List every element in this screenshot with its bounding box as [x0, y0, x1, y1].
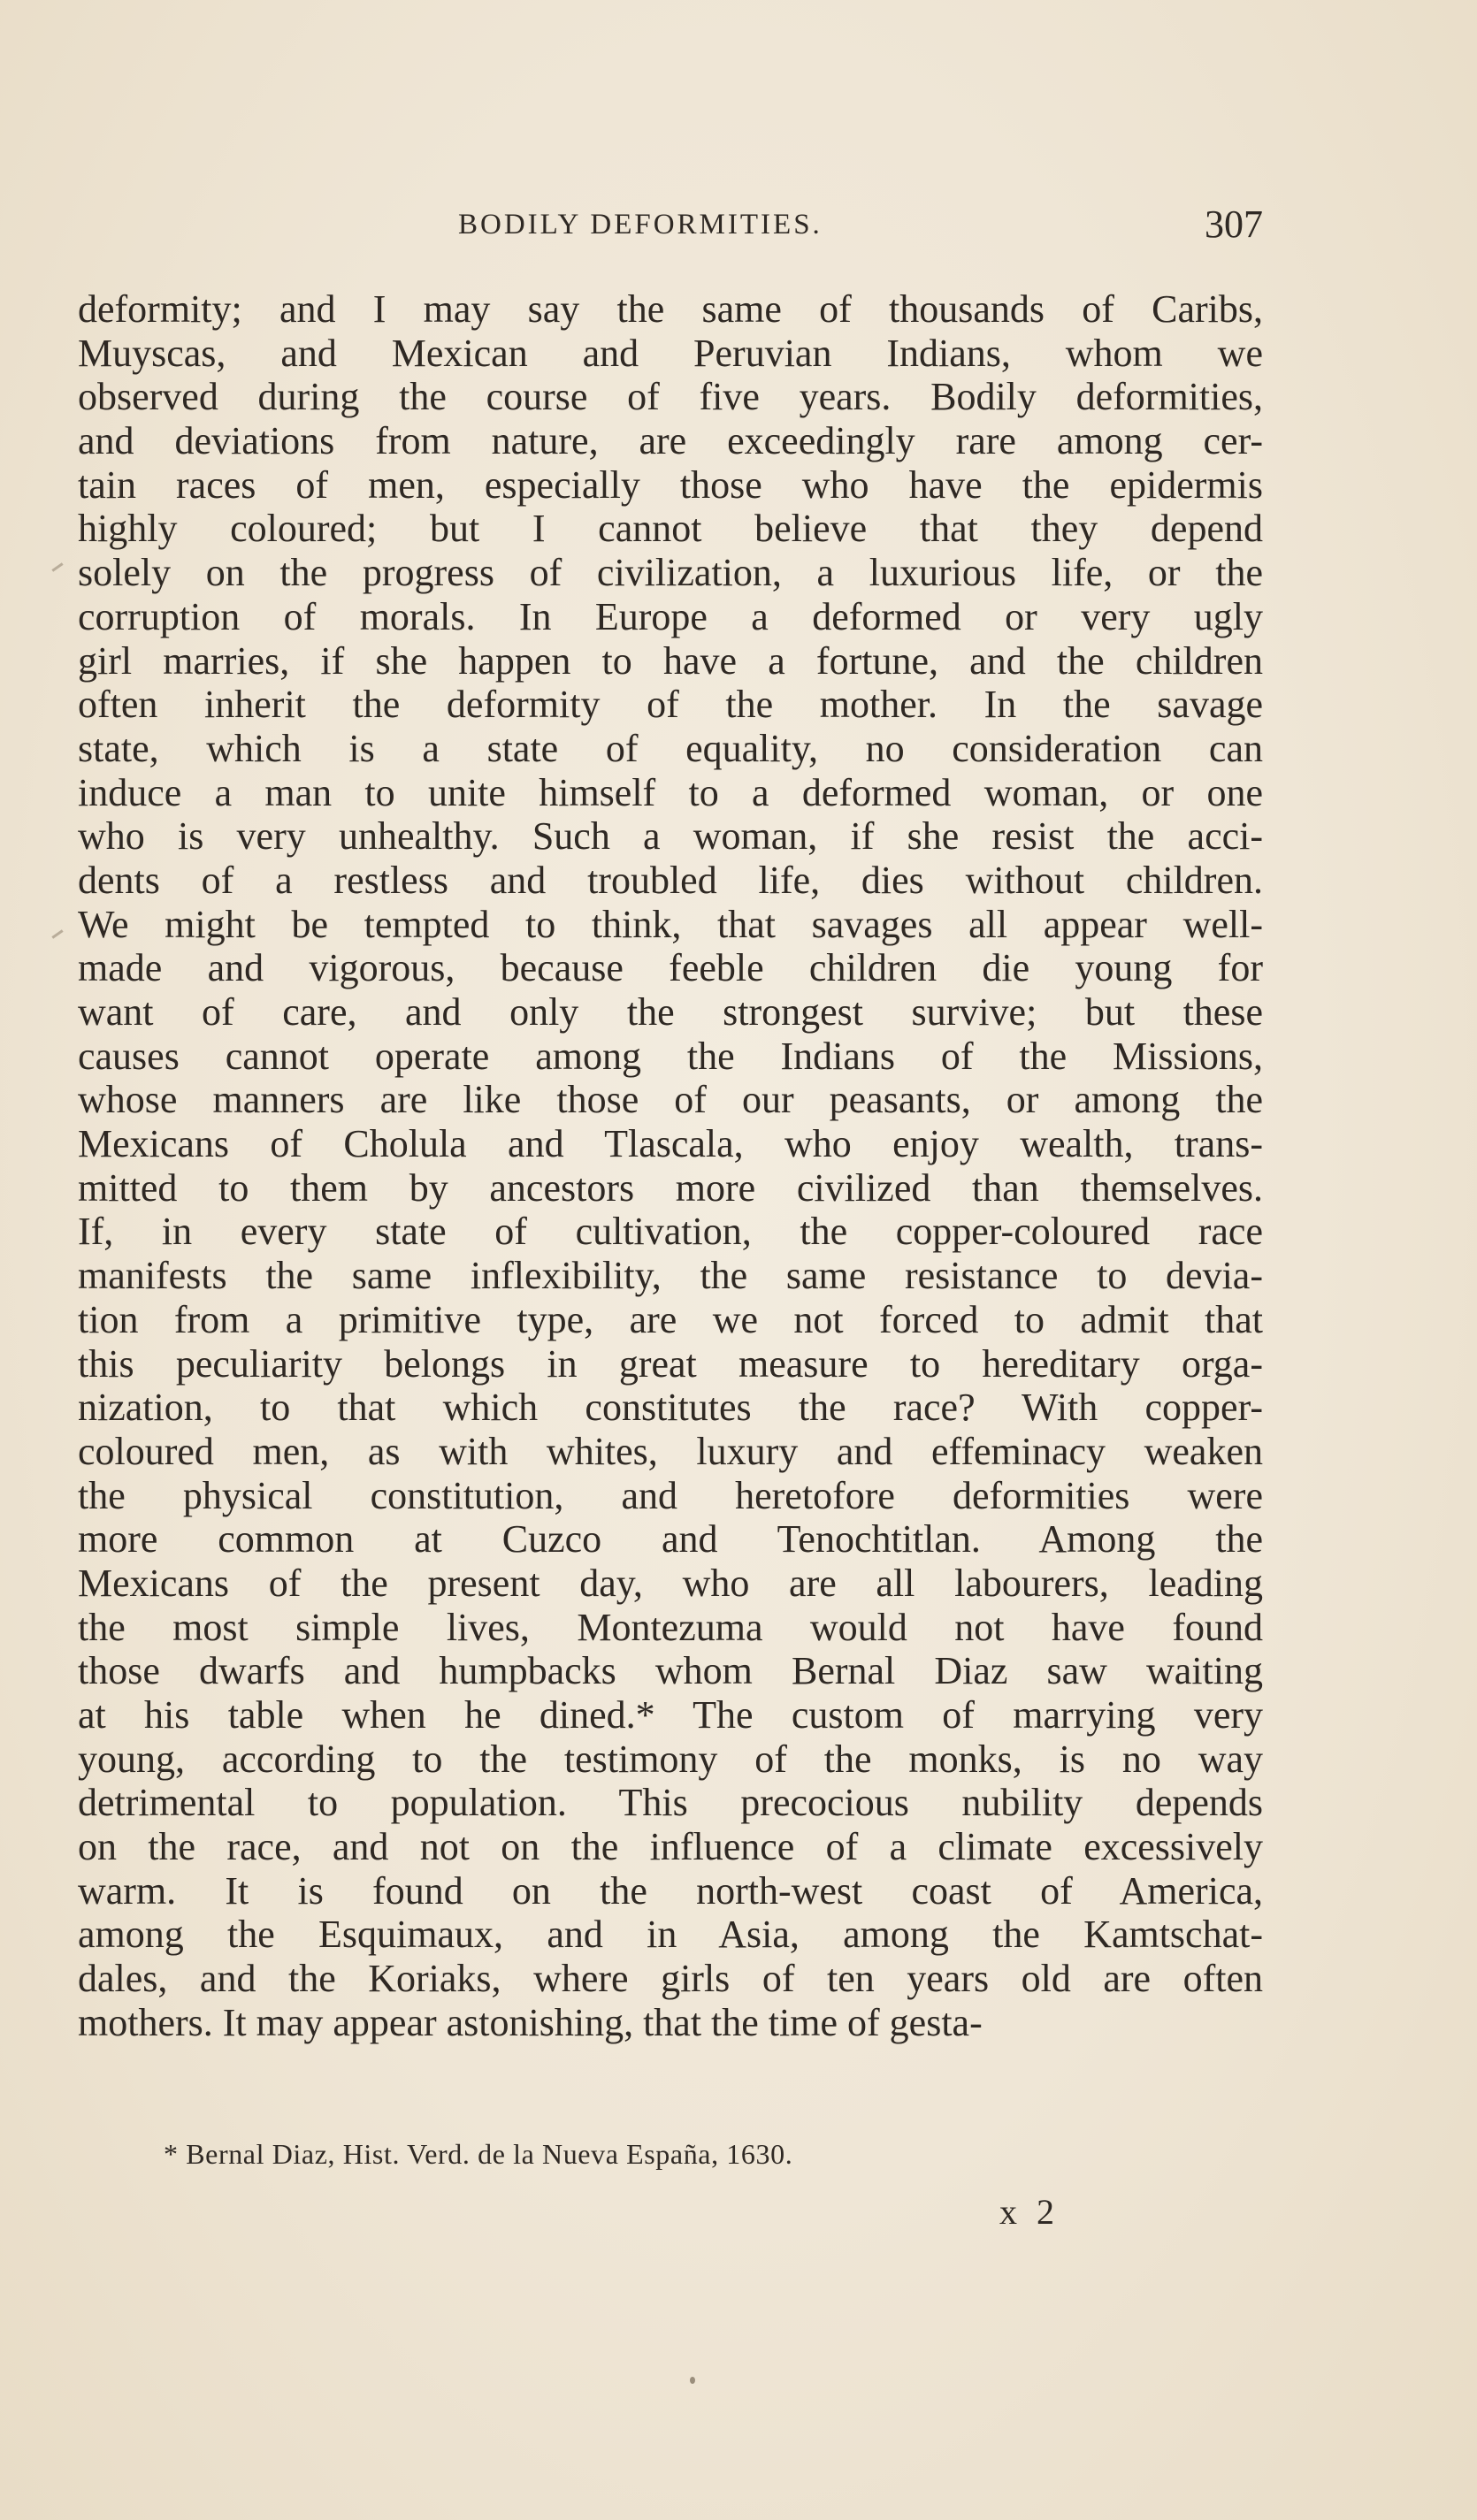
margin-mark — [51, 929, 63, 938]
text-line: mothers. It may appear astonishing, that the time of gesta- — [78, 2000, 983, 2044]
text-line: whose manners are like those of our peasants, or among the — [78, 1078, 1263, 1122]
text-line: Mexicans of the present day, who are all labourers, leading — [78, 1561, 1263, 1605]
text-line: those dwarfs and humpbacks whom Bernal Diaz saw waiting — [78, 1649, 1263, 1693]
text-line: mitted to them by ancestors more civilized than themselves. — [78, 1165, 1263, 1210]
text-line: on the race, and not on the influence of a climate excessively — [78, 1825, 1263, 1869]
text-line: who is very unhealthy. Such a woman, if she resist the acci- — [78, 814, 1263, 859]
text-line: induce a man to unite himself to a deformed woman, or one — [78, 770, 1263, 814]
text-line: dents of a restless and troubled life, dies without children. — [78, 858, 1263, 902]
page-header — [78, 202, 1263, 263]
text-line: state, which is a state of equality, no consideration can — [78, 726, 1263, 770]
text-line: corruption of morals. In Europe a deformed or very ugly — [78, 594, 1263, 638]
text-line: detrimental to population. This precocious nubility depends — [78, 1781, 1263, 1825]
text-line: coloured men, as with whites, luxury and effeminacy weaken — [78, 1429, 1263, 1473]
text-line: deformity; and I may say the same of thousands of Caribs, — [78, 287, 1263, 331]
text-line: highly coloured; but I cannot believe that they depend — [78, 507, 1263, 551]
footnote: * Bernal Diaz, Hist. Verd. de la Nueva España, 1630. — [164, 2138, 793, 2170]
text-line: Muyscas, and Mexican and Peruvian Indians, whom we — [78, 331, 1263, 375]
margin-mark — [51, 562, 63, 571]
text-line: girl marries, if she happen to have a fortune, and the children — [78, 638, 1263, 683]
text-line: the most simple lives, Montezuma would not have found — [78, 1605, 1263, 1649]
paper-speck — [690, 2377, 695, 2384]
body-text — [78, 287, 1263, 2045]
text-line: made and vigorous, because feeble children die young for — [78, 946, 1263, 990]
text-line: observed during the course of five years. Bodily deformities, — [78, 375, 1263, 419]
page-number: 307 — [1205, 202, 1263, 246]
running-head: BODILY DEFORMITIES. — [458, 209, 823, 241]
text-line: dales, and the Koriaks, where girls of ten years old are often — [78, 1957, 1263, 2001]
text-line: at his table when he dined.* The custom of marrying very — [78, 1693, 1263, 1737]
text-line: If, in every state of cultivation, the copper-coloured race — [78, 1210, 1263, 1254]
text-line: often inherit the deformity of the mother. In the savage — [78, 683, 1263, 727]
text-line: We might be tempted to think, that savages all appear well- — [78, 902, 1263, 946]
text-line: tain races of men, especially those who have the epidermis — [78, 462, 1263, 507]
text-line: tion from a primitive type, are we not forced to admit that — [78, 1297, 1263, 1341]
text-line: and deviations from nature, are exceedingly rare among cer- — [78, 419, 1263, 463]
text-line: nization, to that which constitutes the race? With copper- — [78, 1386, 1263, 1430]
text-line: this peculiarity belongs in great measure to hereditary orga- — [78, 1341, 1263, 1386]
text-line: more common at Cuzco and Tenochtitlan. Among the — [78, 1517, 1263, 1562]
text-line: Mexicans of Cholula and Tlascala, who enjoy wealth, trans- — [78, 1122, 1263, 1166]
text-line: manifests the same inflexibility, the same resistance to devia- — [78, 1254, 1263, 1298]
text-line: warm. It is found on the north-west coast of America, — [78, 1868, 1263, 1913]
text-line: solely on the progress of civilization, a luxurious life, or the — [78, 551, 1263, 595]
signature-mark: x 2 — [999, 2192, 1060, 2232]
text-line: among the Esquimaux, and in Asia, among the Kamtschat- — [78, 1913, 1263, 1957]
text-line: causes cannot operate among the Indians of the Missions, — [78, 1034, 1263, 1078]
text-line: young, according to the testimony of the monks, is no way — [78, 1737, 1263, 1781]
text-line: the physical constitution, and heretofore deformities were — [78, 1473, 1263, 1517]
text-line: want of care, and only the strongest survive; but these — [78, 990, 1263, 1034]
